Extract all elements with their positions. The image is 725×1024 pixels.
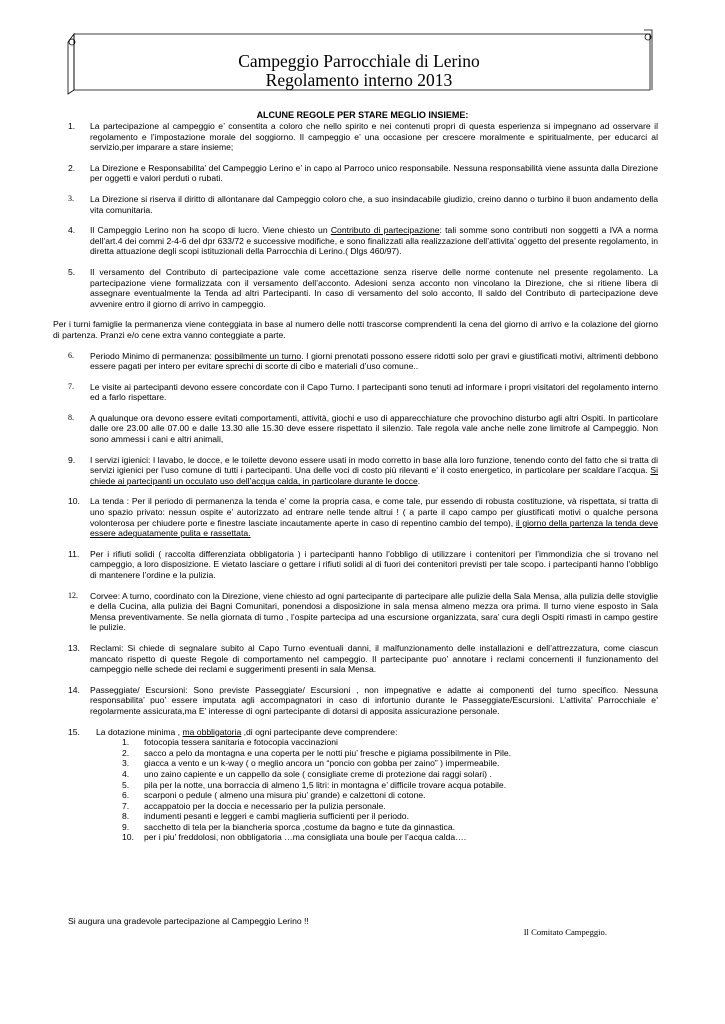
rule-number: 11. xyxy=(68,548,80,559)
rule-number: 15. xyxy=(68,726,80,737)
rule-5 xyxy=(68,267,658,309)
rule-10 xyxy=(68,496,658,538)
list-number: 5. xyxy=(122,779,130,790)
list-number: 8. xyxy=(122,811,130,822)
list-number: 4. xyxy=(122,768,130,779)
list-number: 3. xyxy=(122,758,130,769)
equipment-list-item xyxy=(96,801,658,812)
rule-number: 1. xyxy=(68,121,76,131)
rule-text-part: La dotazione minima , xyxy=(96,726,183,737)
document-subtitle: Regolamento interno 2013 xyxy=(265,70,453,90)
rule-text xyxy=(90,455,658,487)
rule-number: 4. xyxy=(68,225,76,236)
rule-number: 14. xyxy=(68,684,80,695)
rule-text xyxy=(90,351,658,372)
equipment-list-item xyxy=(96,822,658,833)
rule-text-part: La tenda : Per il periodo di permanenza la tenda e’ come la propria casa, e come tale, pur essendo di robusta costituzione, và rispettata, si tratta di uno spazio privato: nessun ospite e’ autorizzato ad entrare nelle tende altrui ! ( a parte il capo campo per giustificati motivi o qualche persona volonterosa per chiudere porte e finestre lasciate incautamente aperte in caso di repentino cambio del tempo), xyxy=(90,496,658,528)
list-text: indumenti pesanti e leggeri e cambi maglieria sufficienti per il periodo. xyxy=(144,811,409,822)
rule-text-part: Periodo Minimo di permanenza: xyxy=(90,350,215,361)
rule-text-underlined: ma obbligatoria xyxy=(182,726,242,737)
equipment-list-item xyxy=(96,769,658,780)
rule-text-part: : tali somme sono contributi non soggetti a IVA a norma dell’art.4 dei commi 2-4-6 del dpr 633/72 e successive modifiche, e sono finalizzati alla realizzazione dell’attivita’ oggetto del presente regolamento, in diretta attuazione degli scopi istituzionali della Parrocchia di Lerino.( Dlgs 460/97). xyxy=(90,225,658,257)
document-title: Campeggio Parrocchiale di Lerino xyxy=(238,51,480,71)
rule-6 xyxy=(68,351,658,372)
rule-text-part: Il Campeggio Lerino non ha scopo di lucro. Viene chiesto un xyxy=(90,225,331,236)
rule-2 xyxy=(68,163,658,184)
rule-text: La partecipazione al campeggio e’ consentita a coloro che nello spirito e nei contenuti propri di questa esperienza si impegnano ad osservare il regolamento e l’impostazione morale del soggiorno. Il campeggio e’ una occasione per crescere moralmente e spiritualmente, per educarci al servizio,per imparare a stare insieme; xyxy=(90,121,658,153)
rule-text-part: ,di ogni partecipante deve comprendere: xyxy=(241,726,398,737)
rule-text: Il versamento del Contributo di partecipazione vale come accettazione senza riserve delle norme contenute nel presente regolamento. La partecipazione viene formalizzata con il versamento dell’acconto. Adesioni senza acconto non vincolano la Direzione, che si ritiene libera di assegnare eventualmente la Tenda ad altri Partecipanti. In caso di versamento del solo acconto, Il saldo del Contributo di partecipazione deve avvenire entro il giorno di arrivo in campeggio. xyxy=(90,266,658,309)
rule-text: Passeggiate/ Escursioni: Sono previste Passeggiate/ Escursioni , non impegnative e adatte ai componenti del turno specifico. Nessuna responsabilita’ puo’ essere imputata agli accompagnatori in caso di infortunio durante le Passeggiate/Escursioni. L’attivita’ Parrocchiale e’ regolarmente assicurata,ma E’ interesse di ogni partecipante di dotarsi di apposita assicurazione personale. xyxy=(90,684,658,716)
rule-text-underlined: Contributo di partecipazione xyxy=(330,225,440,236)
rule-number: 13. xyxy=(68,642,80,653)
equipment-list-item xyxy=(96,758,658,769)
section-heading: ALCUNE REGOLE PER STARE MEGLIO INSIEME: xyxy=(256,110,469,120)
equipment-list-item xyxy=(96,832,658,843)
rule-text xyxy=(90,496,658,538)
rule-text: Le visite ai partecipanti devono essere concordate con il Capo Turno. I partecipanti sono tenuti ad informare i propri visitatori del regolamento interno ed a farlo rispettare. xyxy=(90,381,658,403)
rule-text-underlined: possibilmente un turno xyxy=(214,350,302,361)
list-text: giacca a vento e un k-way ( o meglio ancora un “poncio con gobba per zaino” ) impermeabile. xyxy=(144,758,500,769)
family-turn-paragraph: Per i turni famiglie la permanenza viene conteggiata in base al numero delle notti trascorse comprendenti la cena del giorno di arrivo e la colazione del giorno di partenza. Pranzi e/o cene extra vanno conteggiate a parte. xyxy=(53,319,658,340)
rule-number: 10. xyxy=(68,496,80,507)
list-text: accappatoio per la doccia e necessario per la pulizia personale. xyxy=(144,800,386,811)
equipment-list-item xyxy=(96,780,658,791)
rule-7 xyxy=(68,382,658,403)
equipment-list-item xyxy=(96,811,658,822)
equipment-list-item xyxy=(96,748,658,759)
list-text: sacchetto di tela per la biancheria sporca ,costume da bagno e tute da ginnastica. xyxy=(144,821,456,832)
rule-text: Per i rifiuti solidi ( raccolta differenziata obbligatoria ) i partecipanti hanno l’obbligo di utilizzare i contenitori per l’immondizia che si trovano nel campeggio, a loro disposizione. E vietato lasciare o gettare i rifiuti solidi al di fuori dei contenitori previsti per tale scopo. i partecipanti hanno l’obbligo di mantenere l’ordine e la pulizia. xyxy=(90,548,658,580)
list-text: sacco a pelo da montagna e una coperta per le notti piu’ fresche e pigiama possibilmente in Pile. xyxy=(144,747,512,758)
rule-9 xyxy=(68,455,658,487)
list-text: fotocopia tessera sanitaria e fotocopia vaccinazioni xyxy=(144,737,338,748)
closing-line: Si augura una gradevole partecipazione al Campeggio Lerino !! xyxy=(68,916,309,926)
rule-4 xyxy=(68,225,658,257)
rule-text-underlined: Si chiede ai partecipanti un occulato uso dell’acqua calda, in particolare durante le docce xyxy=(90,465,658,486)
rule-text-part: . xyxy=(417,475,421,486)
rule-number: 6. xyxy=(68,350,74,360)
list-text: pila per la notte, una borraccia di almeno 1,5 litri: in montagna e’ difficile trovare acqua potabile. xyxy=(144,779,507,790)
list-number: 10. xyxy=(122,832,134,843)
title-scroll-banner xyxy=(60,28,658,98)
rule-text: Corvee: A turno, coordinato con la Direzione, viene chiesto ad ogni partecipante di partecipare alle pulizie della Sala Mensa, alla pulizia delle stoviglie e della Cucina, alla pulizia dei Bagni Comunitari, ponendosi a disposizione in sala mensa almeno mezza ora prima. Il turno viene esposto in Sala Mensa preventivamente. Se nella giornata di turno , l’ospite partecipa ad una escursione organizzata, sara’ cura degli Ospiti rimasti in campo gestire le pulizie. xyxy=(90,590,658,633)
rule-text: La Direzione si riserva il diritto di allontanare dal Campeggio coloro che, a suo insindacabile giudizio, creino danno o turbino il buon andamento della vita comunitaria. xyxy=(90,193,658,215)
list-text: per i piu’ freddolosi, non obbligatoria …ma consigliata una boule per l’acqua calda…. xyxy=(144,832,467,843)
rule-text xyxy=(90,225,658,257)
list-number: 1. xyxy=(122,737,130,748)
rule-number: 8. xyxy=(68,412,74,422)
rule-text: La Direzione e Responsabilita’ del Campeggio Lerino e’ in capo al Parroco unico responsabile. Nessuna responsabilità viene assunta dalla Direzione per oggetti e valori perduti o rubati. xyxy=(90,162,658,184)
rule-3 xyxy=(68,194,658,215)
equipment-list-item xyxy=(96,737,658,748)
rule-text-part: I servizi igienici: I lavabo, le docce, e le toilette devono essere usati in modo corretto in base alla loro funzione, tenendo conto del fatto che si tratta di servizi igienici per l’uso comune di tutti i partecipanti. Una delle voci di costo più rilevanti e’ il costo energetico, in particolare per scaldare l’acqua. xyxy=(90,454,658,476)
rule-text xyxy=(96,727,658,738)
rule-13 xyxy=(68,643,658,675)
rule-number: 2. xyxy=(68,162,76,173)
rule-text: Reclami: Si chiede di segnalare subito al Capo Turno eventuali danni, il malfunzionamento delle installazioni e dell’attrezzatura, come ciascun mancato rispetto di queste Regole di comportamento nel campeggio. Il partecipante puo’ annotare i reclami concernenti il funzionamento del campeggio nelle schede dei reclami e suggerimenti presenti in sala Mensa. xyxy=(90,642,658,675)
equipment-list-item xyxy=(96,790,658,801)
rule-number: 5. xyxy=(68,266,76,277)
rule-14 xyxy=(68,685,658,717)
rule-number: 12. xyxy=(68,590,78,600)
rules-body xyxy=(53,121,658,853)
signature: Il Comitato Campeggio. xyxy=(523,927,607,937)
list-text: uno zaino capiente e un cappello da sole ( consigliate creme di protezione dai raggi solari) . xyxy=(144,768,492,779)
list-number: 2. xyxy=(122,747,130,758)
rule-text-part: . I giorni prenotati possono essere ridotti solo per gravi e giustificati motivi, altrimenti debbono essere pagati per intero per evitare sprechi di scorte di cibo e materiali d’uso comune.. xyxy=(90,350,658,372)
rule-1 xyxy=(68,121,658,153)
rule-12 xyxy=(68,591,658,633)
list-number: 6. xyxy=(122,790,130,801)
rule-15 xyxy=(68,727,658,844)
list-number: 7. xyxy=(122,800,130,811)
rule-number: 7. xyxy=(68,381,74,391)
rule-number: 9. xyxy=(68,454,76,465)
rule-text: A qualunque ora devono essere evitati comportamenti, attività, giochi e uso di apparecchiature che provochino disturbo agli altri Ospiti. In particolare dalle ore 23.00 alle 07.00 e dalle 13.30 alle 15.30 deve essere rispettato il silenzio. Tale regola vale anche nelle zone limitrofe al Campeggio. Non sono ammessi i cani e altri animali, xyxy=(90,412,658,445)
list-number: 9. xyxy=(122,821,130,832)
rule-text-underlined: il giorno della partenza la tenda deve essere adeguatamente pulita e rassettata. xyxy=(90,517,658,539)
list-text: scarponi o pedule ( almeno una misura piu’ grande) e calzettoni di cotone. xyxy=(144,790,426,801)
rule-8 xyxy=(68,413,658,445)
rule-number: 3. xyxy=(68,193,74,203)
rule-11 xyxy=(68,549,658,581)
